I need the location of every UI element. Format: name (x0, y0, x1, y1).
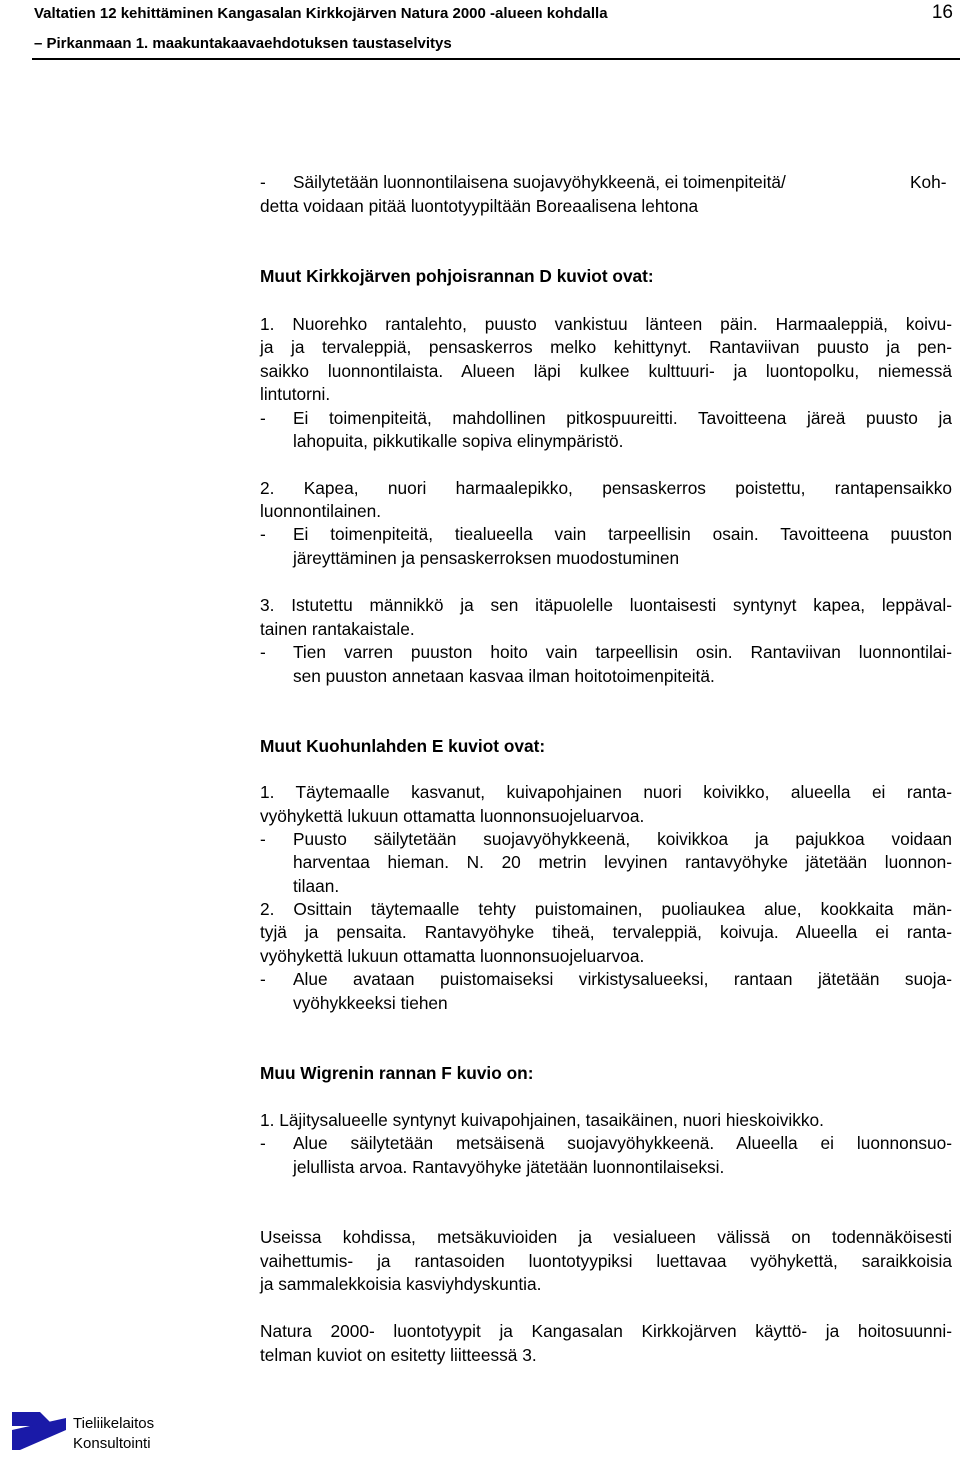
text-line: luonnontilainen. (260, 501, 382, 521)
text-line: 2. Osittain täytemaalle tehty puistomainen, puoliaukea alue, kookkaita män- (260, 899, 952, 919)
text-line: lintutorni. (260, 384, 331, 404)
text-line: ja ja tervaleppiä, pensaskerros melko kehittynyt. Rantaviivan puusto ja pen- (260, 337, 952, 357)
text-line: Puusto säilytetään suojavyöhykkeenä, koivikkoa ja pajukkoa voidaan (293, 829, 952, 849)
bullet-dash: - (260, 524, 266, 544)
text-line: Alue säilytetään metsäisenä suojavyöhykkeenä. Alueella ei luonnonsuo- (293, 1133, 952, 1153)
text-line: tyjä ja pensaita. Rantavyöhyke tiheä, tervaleppiä, koivuja. Alueella ei ranta- (260, 922, 952, 942)
section-heading-e: Muut Kuohunlahden E kuviot ovat: (260, 736, 546, 756)
text-line: Ei toimenpiteitä, tiealueella vain tarpeellisin osain. Tavoitteena puuston (293, 524, 952, 544)
text-line: jelullista arvoa. Rantavyöhyke jätetään luonnontilaiseksi. (293, 1157, 725, 1177)
bullet-dash: - (260, 969, 266, 989)
text-line: ja sammalekkoisia kasviyhdyskuntia. (260, 1274, 542, 1294)
bullet-dash: - (260, 642, 266, 662)
text-line: saikko luonnontilaista. Alueen läpi kulkee kulttuuri- ja luontopolku, niemessä (260, 361, 952, 381)
bullet-dash: - (260, 829, 266, 849)
text-line: telman kuviot on esitetty liitteessä 3. (260, 1345, 537, 1365)
footer-org-unit: Konsultointi (73, 1435, 151, 1452)
tieliikelaitos-logo-icon (12, 1410, 66, 1450)
text-line: Useissa kohdissa, metsäkuvioiden ja vesialueen välissä on todennäköisesti (260, 1227, 952, 1247)
text-line: 3. Istutettu männikkö ja sen itäpuolelle luontaisesti syntynyt kapea, leppäval- (260, 595, 952, 615)
text-line: vyöhykkeeksi tiehen (293, 993, 448, 1013)
text-line: 1. Täytemaalle kasvanut, kuivapohjainen nuori koivikko, alueella ei ranta- (260, 782, 952, 802)
text-line: tainen rantakaistale. (260, 619, 415, 639)
text-line: vaihettumis- ja rantasoiden luontotyypiksi luettavaa vyöhykettä, saraikkoisia (260, 1251, 952, 1271)
text-line: tilaan. (293, 876, 340, 896)
bullet-dash: - (260, 408, 266, 428)
text-line: Ei toimenpiteitä, mahdollinen pitkospuureitti. Tavoitteena järeä puusto ja (293, 408, 952, 428)
text-line: Alue avataan puistomaiseksi virkistysalueeksi, rantaan jätetään suoja- (293, 969, 952, 989)
text-line: lahopuita, pikkutikalle sopiva elinympäristö. (293, 431, 624, 451)
text-line: 2. Kapea, nuori harmaalepikko, pensaskerros poistettu, rantapensaikko (260, 478, 952, 498)
text-line: detta voidaan pitää luontotyypiltään Boreaalisena lehtona (260, 196, 699, 216)
text-line: järeyttäminen ja pensaskerroksen muodostuminen (293, 548, 680, 568)
text-line: Natura 2000- luontotyypit ja Kangasalan Kirkkojärven käyttö- ja hoitosuunni- (260, 1321, 952, 1341)
header-title: Valtatien 12 kehittäminen Kangasalan Kirkkojärven Natura 2000 -alueen kohdalla (34, 5, 608, 22)
section-heading-f: Muu Wigrenin rannan F kuvio on: (260, 1063, 534, 1083)
text-line: vyöhykettä lukuun ottamatta luonnonsuojeluarvoa. (260, 946, 645, 966)
section-heading-d: Muut Kirkkojärven pohjoisrannan D kuviot ovat: (260, 266, 654, 286)
bullet-dash: - (260, 1133, 266, 1153)
text-line: vyöhykettä lukuun ottamatta luonnonsuojeluarvoa. (260, 806, 645, 826)
text-line: 1. Nuorehko rantalehto, puusto vankistuu länteen päin. Harmaaleppiä, koivu- (260, 314, 952, 334)
text-line: 1. Läjitysalueelle syntynyt kuivapohjainen, tasaikäinen, nuori hieskoivikko. (260, 1110, 824, 1130)
footer-org-name: Tieliikelaitos (73, 1415, 155, 1432)
text-line: Koh- (910, 172, 947, 192)
text-line: Säilytetään luonnontilaisena suojavyöhykkeenä, ei toimenpiteitä/ (293, 172, 786, 192)
text-line: Tien varren puuston hoito vain tarpeellisin osin. Rantaviivan luonnontilai- (293, 642, 952, 662)
header-subtitle: – Pirkanmaan 1. maakuntakaavaehdotuksen taustaselvitys (34, 35, 452, 52)
text-line: sen puuston annetaan kasvaa ilman hoitotoimenpiteitä. (293, 666, 715, 686)
bullet-dash: - (260, 172, 266, 192)
header-divider (32, 58, 960, 60)
text-line: harventaa hieman. N. 20 metrin levyinen rantavyöhyke jätetään luonnon- (293, 852, 952, 872)
page-number: 16 (931, 2, 953, 23)
